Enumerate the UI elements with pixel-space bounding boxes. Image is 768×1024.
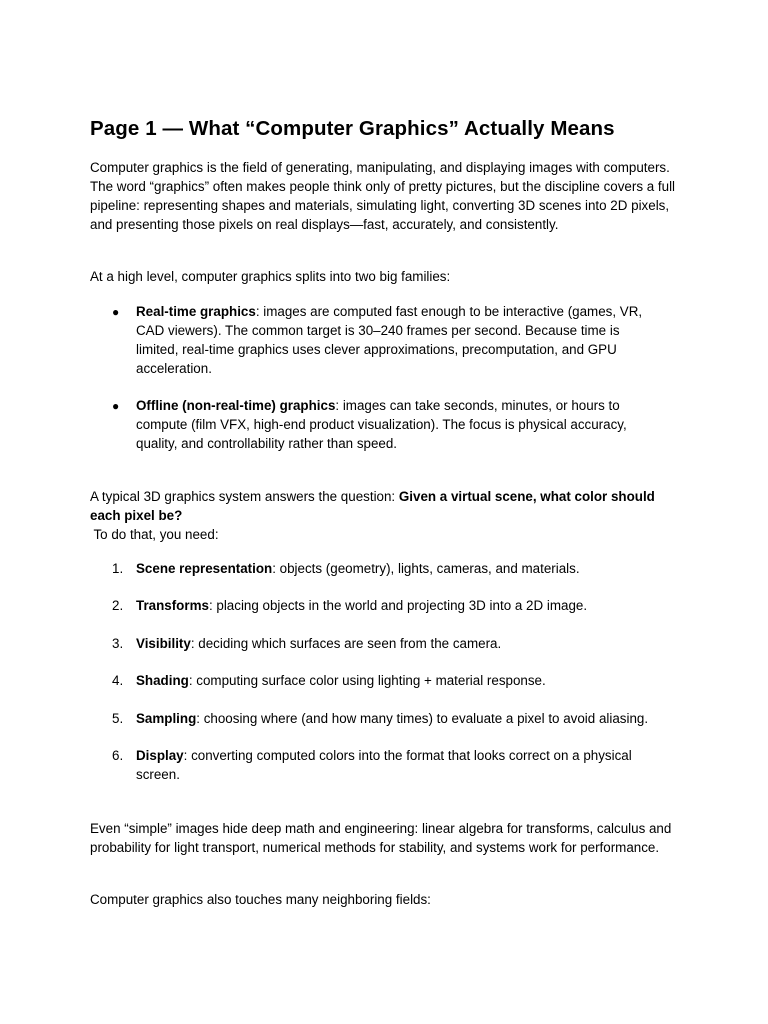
math-paragraph: Even “simple” images hide deep math and engineering: linear algebra for transforms, calculus and probability for light transport, numerical methods for stability, and systems work for performance. (90, 821, 672, 855)
item-term: Visibility (136, 636, 191, 651)
item-text (136, 560, 664, 579)
item-number: 4. (112, 673, 124, 688)
item-description: : converting computed colors into the format that looks correct on a physical screen. (136, 748, 632, 782)
item-text (136, 635, 664, 654)
item-description: : deciding which surfaces are seen from the camera. (190, 636, 502, 651)
item-number: 1. (112, 561, 124, 576)
page-title: Page 1 — What “Computer Graphics” Actually Means (90, 117, 615, 140)
fields-lead-paragraph: Computer graphics also touches many neighboring fields: (90, 892, 431, 907)
bullet-marker: ● (112, 399, 120, 413)
bullet-marker: ● (112, 305, 120, 319)
item-term: Transforms (136, 598, 209, 613)
item-number: 6. (112, 748, 124, 763)
item-term: Shading (136, 673, 189, 688)
item-term: Sampling (136, 711, 197, 726)
question-paragraph (90, 488, 680, 526)
todo-line: To do that, you need: (90, 527, 219, 542)
bullet-term: Real-time graphics (136, 304, 256, 319)
question-bold: Given a virtual scene, what color should each pixel be? (90, 489, 655, 523)
item-text (136, 597, 664, 616)
intro-paragraph: Computer graphics is the field of generating, manipulating, and displaying images with computers. The word “graphics” often makes people think only of pretty pictures, but the discipline covers a full pipeline: representing shapes and materials, simulating light, converting 3D scenes into 2D pixels, and presenting those pixels on real displays—fast, accurately, and consistently. (90, 160, 676, 232)
bullet-term: Offline (non-real-time) graphics (136, 398, 336, 413)
bullet-description: : images are computed fast enough to be interactive (games, VR, CAD viewers). The common target is 30–240 frames per second. Because time is limited, real-time graphics uses clever approximations, precomputation, and GPU acceleration. (136, 304, 643, 376)
item-number: 2. (112, 598, 124, 613)
item-description: : placing objects in the world and projecting 3D into a 2D image. (208, 598, 588, 613)
item-description: : objects (geometry), lights, cameras, and materials. (272, 561, 580, 576)
item-text (136, 710, 664, 729)
bullet-description: : images can take seconds, minutes, or hours to compute (film VFX, high-end product visualization). The focus is physical accuracy, quality, and controllability rather than speed. (136, 398, 627, 451)
item-description: : computing surface color using lighting + material response. (188, 673, 546, 688)
families-lead-paragraph: At a high level, computer graphics splits into two big families: (90, 269, 451, 284)
item-text (136, 747, 664, 785)
item-term: Display (136, 748, 184, 763)
bullet-text (136, 303, 664, 379)
item-text (136, 672, 664, 691)
item-description: : choosing where (and how many times) to evaluate a pixel to avoid aliasing. (196, 711, 649, 726)
item-term: Scene representation (136, 561, 273, 576)
item-number: 5. (112, 711, 124, 726)
item-number: 3. (112, 636, 124, 651)
bullet-text (136, 397, 664, 454)
question-lead: A typical 3D graphics system answers the question: (90, 489, 399, 504)
